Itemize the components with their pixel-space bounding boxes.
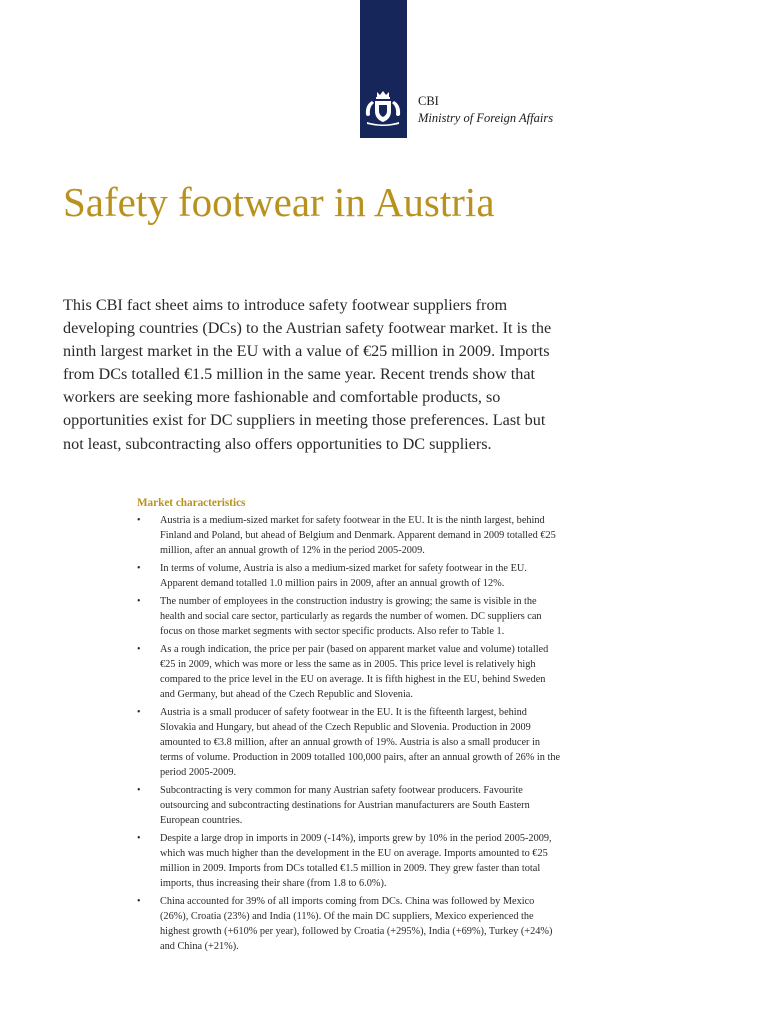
bullet-icon: •	[137, 596, 141, 607]
org-ministry-name: Ministry of Foreign Affairs	[418, 111, 554, 125]
list-item-text: Despite a large drop in imports in 2009 (-14%), imports grew by 10% in the period 2005-2009, which was much higher than the development in the EU on average. Imports amounted to €25 million in 2009. Imports from DCs totalled €1.5 million in 2009. They grew faster than total imports, thus increasing their share (from 1.8 to 6.0%).	[160, 833, 552, 889]
bullet-icon: •	[137, 515, 141, 526]
page-title: Safety footwear in Austria	[63, 179, 495, 225]
org-short-name: CBI	[418, 94, 439, 108]
list-item-text: Austria is a medium-sized market for safety footwear in the EU. It is the ninth largest, behind Finland and Poland, but ahead of Belgium and Denmark. Apparent demand in 2009 totalled €25 million, after an annual growth of 12% in the period 2005-2009.	[160, 515, 556, 556]
bullet-icon: •	[137, 707, 141, 718]
intro-paragraph: This CBI fact sheet aims to introduce safety footwear suppliers from developing countries (DCs) to the Austrian safety footwear market. It is the ninth largest market in the EU with a value of €25 million in 2009. Imports from DCs totalled €1.5 million in the same year. Recent trends show that workers are seeking more fashionable and comfortable products, so opportunities exist for DC suppliers in meeting those preferences. Last but not least, subcontracting also offers opportunities to DC suppliers.	[63, 296, 552, 453]
list-item	[137, 783, 562, 828]
bullet-icon: •	[137, 563, 141, 574]
list-item	[137, 642, 562, 702]
bullet-icon: •	[137, 833, 141, 844]
list-item-text: The number of employees in the construction industry is growing; the same is visible in the health and social care sector, particularly as regards the number of women. DC suppliers can focus on those market segments with sector specific products. Also refer to Table 1.	[160, 596, 542, 637]
list-item	[137, 513, 562, 558]
bullet-icon: •	[137, 785, 141, 796]
organization-block	[418, 93, 553, 127]
section-heading: Market characteristics	[137, 497, 246, 509]
list-item-text: Austria is a small producer of safety footwear in the EU. It is the fifteenth largest, behind Slovakia and Hungary, but ahead of the Czech Republic and Slovenia. Production in 2009 amounted to €3.8 million, after an annual growth of 19%. Austria is also a small producer in terms of volume. Production in 2009 totalled 100,000 pairs, after an annual growth of 26% in the period 2005-2009.	[160, 707, 561, 778]
market-characteristics-section	[137, 496, 562, 957]
list-item	[137, 831, 562, 891]
list-item	[137, 705, 562, 780]
bullet-icon: •	[137, 644, 141, 655]
list-item	[137, 561, 562, 591]
list-item-text: Subcontracting is very common for many Austrian safety footwear producers. Favourite outsourcing and subcontracting destinations for Austrian manufacturers are South Eastern European countries.	[160, 785, 530, 826]
bullet-icon: •	[137, 896, 141, 907]
list-item-text: China accounted for 39% of all imports coming from DCs. China was followed by Mexico (26%), Croatia (23%) and India (11%). Of the main DC suppliers, Mexico experienced the highest growth (+610% per year), followed by Croatia (+295%), India (+69%), Turkey (+24%) and China (+21%).	[160, 896, 553, 952]
list-item	[137, 894, 562, 954]
list-item-text: In terms of volume, Austria is also a medium-sized market for safety footwear in the EU. Apparent demand totalled 1.0 million pairs in 2009, after an annual growth of 12%.	[160, 563, 527, 589]
bullet-list	[137, 513, 562, 954]
list-item	[137, 594, 562, 639]
royal-crest-icon	[363, 89, 403, 127]
list-item-text: As a rough indication, the price per pair (based on apparent market value and volume) totalled €25 in 2009, which was more or less the same as in 2005. This price level is relatively high compared to the price level in the EU on average. It is fifth highest in the EU, behind Sweden and Germany, but ahead of the Czech Republic and Slovenia.	[160, 644, 549, 700]
